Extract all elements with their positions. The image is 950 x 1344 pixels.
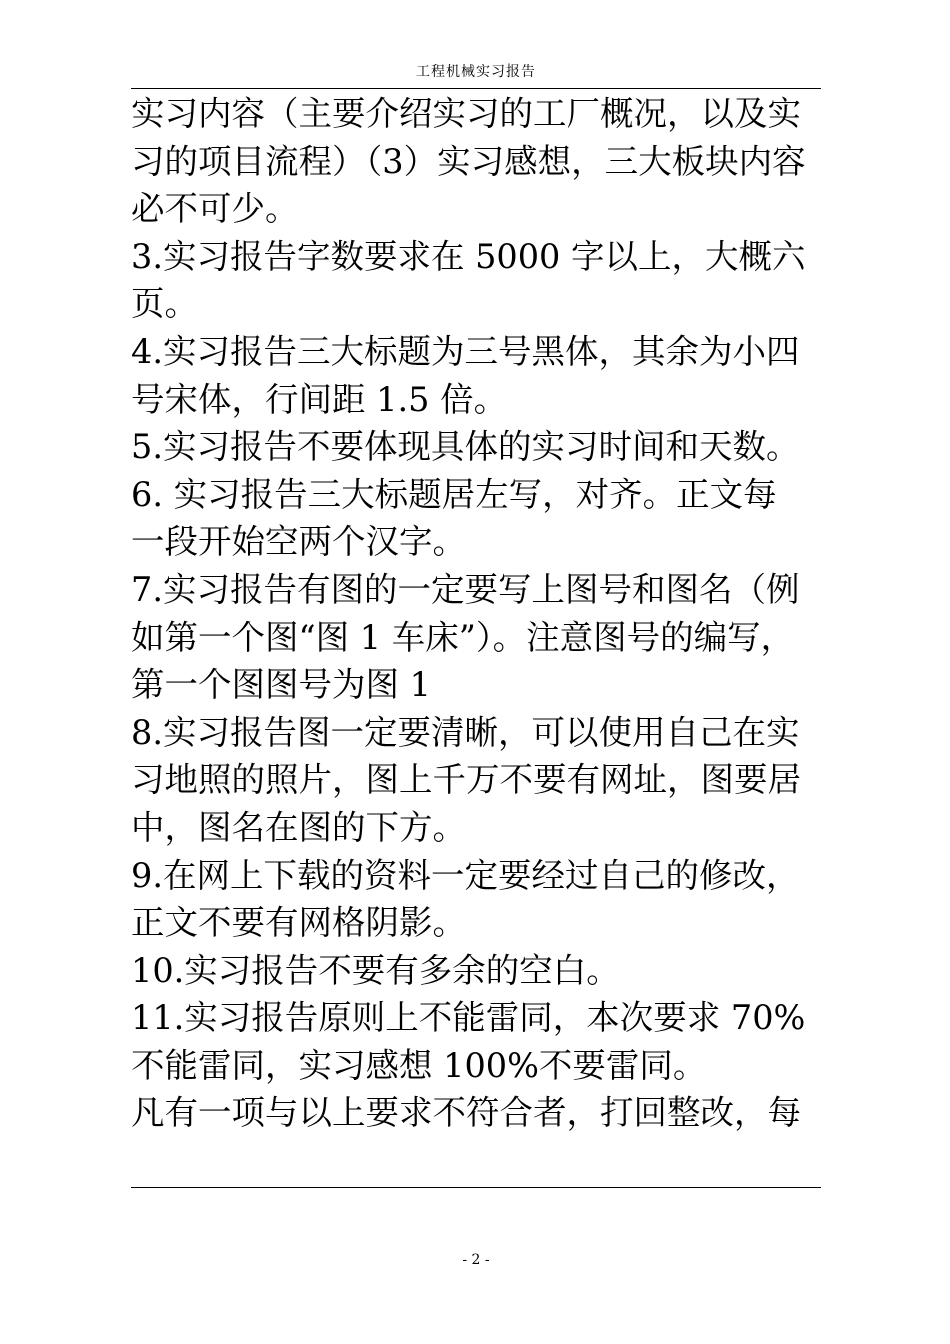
body-line: 11.实习报告原则上不能雷同，本次要求 70%	[131, 998, 806, 1038]
footer-divider	[131, 1187, 821, 1188]
body-line: 页。	[131, 284, 198, 324]
body-line: 凡有一项与以上要求不符合者，打回整改，每	[131, 1093, 801, 1133]
body-line: 如第一个图“图 1 车床”）。注意图号的编写，	[131, 617, 795, 657]
body-line: 5.实习报告不要体现具体的实习时间和天数。	[131, 427, 800, 467]
header-divider	[131, 88, 821, 89]
body-line: 必不可少。	[131, 189, 299, 229]
document-body	[131, 90, 831, 1137]
body-line: 9.在网上下载的资料一定要经过自己的修改，	[131, 855, 800, 895]
body-line: 4.实习报告三大标题为三号黑体，其余为小四	[131, 331, 800, 371]
body-line: 号宋体，行间距 1.5 倍。	[131, 379, 508, 419]
body-line: 习地照的照片，图上千万不要有网址，图要居	[131, 760, 801, 800]
body-line: 正文不要有网格阴影。	[131, 903, 466, 943]
body-line: 实习内容（主要介绍实习的工厂概况，以及实	[131, 94, 801, 133]
body-line: 一段开始空两个汉字。	[131, 522, 466, 562]
page-header: 工程机械实习报告	[416, 64, 536, 80]
body-line: 第一个图图号为图 1	[131, 665, 431, 705]
body-line: 中，图名在图的下方。	[131, 807, 466, 847]
body-line: 习的项目流程）（3）实习感想，三大板块内容	[131, 141, 806, 181]
body-line: 3.实习报告字数要求在 5000 字以上，大概六	[131, 236, 806, 276]
body-line: 不能雷同，实习感想 100%不要雷同。	[131, 1045, 707, 1085]
body-line: 6. 实习报告三大标题居左写，对齐。正文每	[131, 474, 777, 514]
body-line: 7.实习报告有图的一定要写上图号和图名（例	[131, 569, 800, 609]
body-line: 10.实习报告不要有多余的空白。	[131, 950, 620, 990]
body-line: 8.实习报告图一定要清晰，可以使用自己在实	[131, 712, 800, 752]
page-number: - 2 -	[462, 1252, 490, 1268]
